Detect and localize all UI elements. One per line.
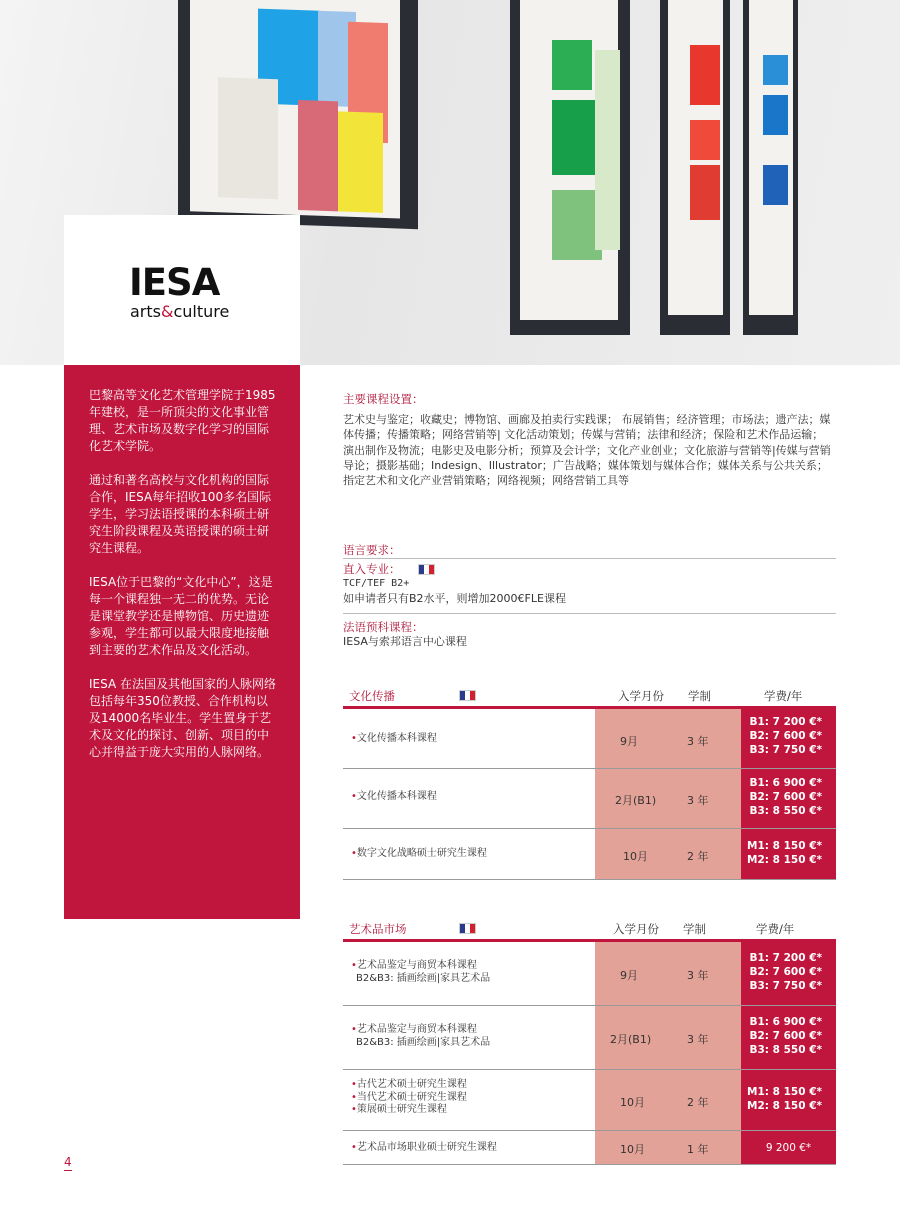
fee-line: B1: 7 200 €* (749, 952, 822, 964)
table-header (343, 686, 836, 708)
fee-cell (741, 1070, 836, 1130)
courses-title: 主要课程设置： (343, 392, 424, 406)
fee-cell (741, 942, 836, 1005)
program-name: •古代艺术硕士研究生课程 •当代艺术硕士研究生课程 •策展硕士研究生课程 (351, 1079, 467, 1115)
fee-line: B1: 6 900 €* (749, 777, 822, 789)
artwork-frame (510, 0, 630, 335)
program-text: 古代艺术硕士研究生课程 (356, 1079, 467, 1090)
month-cell (595, 829, 741, 879)
start-month: 9月 (620, 735, 638, 748)
table-row (343, 1131, 836, 1165)
month-cell (595, 1131, 741, 1164)
table-row (343, 1006, 836, 1070)
fee-cell (741, 829, 836, 879)
fee-line: 9 200 €* (765, 1142, 812, 1154)
fee-line: B3: 8 550 €* (749, 1044, 822, 1056)
duration: 3 年 (687, 1033, 709, 1046)
fee-line: M2: 8 150 €* (747, 854, 822, 866)
direct-entry-note: 如申请者只有B2水平，则增加2000€FLE课程 (343, 592, 566, 605)
start-month: 2月(B1) (615, 794, 657, 807)
table-row (343, 1070, 836, 1131)
program-name: •文化传播本科课程 (351, 733, 437, 744)
duration: 2 年 (687, 1096, 709, 1109)
fee-line: B1: 6 900 €* (749, 1016, 822, 1028)
table-title: 艺术品市场 (349, 922, 407, 936)
direct-entry-label (343, 561, 435, 577)
france-flag-icon (459, 690, 476, 701)
program-subtitle: B2&B3: 插画绘画|家具艺术品 (356, 1036, 491, 1048)
prep-course-label: 法语预科课程： (343, 620, 424, 634)
table-header (343, 919, 836, 941)
duration: 3 年 (687, 735, 709, 748)
page-number: 4 (64, 1155, 72, 1169)
intro-paragraph: 巴黎高等文化艺术管理学院于1985年建校，是一所顶尖的文化事业管理、艺术市场及数字化学习的国际化艺术学院。 (89, 388, 276, 453)
prep-course-text: IESA与索邦语言中心课程 (343, 635, 467, 648)
intro-paragraph: IESA 在法国及其他国家的人脉网络包括每年350位教授、合作机构以及14000名毕业生。学生置身于艺术及文化的探讨、创新、项目的中心并得益于庞大实用的人脉网络。 (89, 677, 276, 759)
intro-paragraph: 通过和著名高校与文化机构的国际合作，IESA每年招收100多名国际学生，学习法语授课的本科硕士研究生阶段课程及英语授课的硕士研究生课程。 (89, 473, 272, 555)
start-month: 10月 (623, 850, 648, 863)
fee-line: B1: 7 200 €* (749, 716, 822, 728)
fee-line: B3: 8 550 €* (749, 805, 822, 817)
fee-line: M1: 8 150 €* (747, 840, 822, 852)
intro-paragraph: IESA位于巴黎的“文化中心”，这是每一个课程独一无二的优势。无论是课堂教学还是博物馆、历史遗迹参观，学生都可以最大限度地接触到主要的艺术作品及文化活动。 (89, 575, 273, 657)
program-name: •艺术品鉴定与商贸本科课程 B2&B3: 插画绘画|家具艺术品 (351, 1024, 491, 1048)
duration: 3 年 (687, 969, 709, 982)
program-text: 数字文化战略硕士研究生课程 (356, 848, 487, 859)
fee-line: M1: 8 150 €* (747, 1086, 822, 1098)
duration: 3 年 (687, 794, 709, 807)
logo (64, 215, 300, 365)
courses-text: 艺术史与鉴定；收藏史；博物馆、画廊及拍卖行实践课； 布展销售；经济管理；市场法；遗产法；媒体传播；传播策略；网络营销等| 文化活动策划；传媒与营销；法律和经济；保险和艺术作品运输；演出制作及物流；电影史及电影分析；预算及会计学；文化产业创业；文化旅游与营销等|传媒与营销导论；摄影基础；Indesign、Illustrator；广告战略；媒体策划与媒体合作；媒体关系与公共关系；指定艺术和文化产业营销策略；网络视频；网络营销工具等 (343, 413, 831, 488)
col-duration: 学制 (683, 922, 706, 936)
program-text: 艺术品鉴定与商贸本科课程 (356, 960, 477, 971)
france-flag-icon (418, 564, 435, 575)
fee-line: B3: 7 750 €* (749, 744, 822, 756)
fee-cell (741, 769, 836, 828)
fee-line: B2: 7 600 €* (749, 730, 822, 742)
direct-entry-label-text: 直入专业： (343, 562, 401, 576)
table-row (343, 709, 836, 769)
fee-line: B2: 7 600 €* (749, 966, 822, 978)
logo-tagline-culture: culture (173, 302, 230, 321)
fee-cell (741, 1006, 836, 1069)
program-name: •艺术品鉴定与商贸本科课程 B2&B3: 插画绘画|家具艺术品 (351, 960, 491, 984)
program-text: 策展硕士研究生课程 (356, 1104, 447, 1115)
fee-line: M2: 8 150 €* (747, 1100, 822, 1112)
table-row (343, 769, 836, 829)
program-text: 艺术品市场职业硕士研究生课程 (356, 1142, 497, 1153)
intro-panel (64, 365, 300, 919)
direct-entry-requirement: TCF/TEF B2+ (343, 578, 410, 589)
artwork-frame (178, 0, 418, 229)
col-month: 入学月份 (613, 922, 659, 936)
month-cell (595, 1070, 741, 1130)
col-fee: 学费/年 (756, 922, 795, 936)
fee-cell (741, 1131, 836, 1164)
table-title: 文化传播 (349, 689, 395, 703)
divider (343, 613, 836, 614)
duration: 1 年 (687, 1143, 709, 1156)
table-row (343, 829, 836, 880)
fee-line: B2: 7 600 €* (749, 1030, 822, 1042)
program-text: 文化传播本科课程 (356, 733, 437, 744)
month-cell (595, 769, 741, 828)
program-text: 艺术品鉴定与商贸本科课程 (356, 1024, 477, 1035)
start-month: 9月 (620, 969, 638, 982)
program-name: •文化传播本科课程 (351, 791, 437, 802)
fee-cell (741, 709, 836, 768)
logo-tagline-arts: arts (130, 302, 161, 321)
program-name: •数字文化战略硕士研究生课程 (351, 848, 487, 859)
artwork-frame (743, 0, 798, 335)
program-text: 文化传播本科课程 (356, 791, 437, 802)
col-fee: 学费/年 (764, 689, 803, 703)
col-month: 入学月份 (618, 689, 664, 703)
month-cell (595, 1006, 741, 1069)
language-title: 语言要求： (343, 543, 401, 557)
program-name: •艺术品市场职业硕士研究生课程 (351, 1142, 497, 1153)
logo-wordmark: IESA (129, 261, 220, 304)
start-month: 10月 (620, 1096, 645, 1109)
logo-tagline (130, 302, 229, 321)
duration: 2 年 (687, 850, 709, 863)
divider (343, 558, 836, 559)
program-text: 当代艺术硕士研究生课程 (356, 1091, 467, 1103)
col-duration: 学制 (688, 689, 711, 703)
month-cell (595, 942, 741, 1005)
start-month: 10月 (620, 1143, 645, 1156)
start-month: 2月(B1) (610, 1033, 652, 1046)
program-subtitle: B2&B3: 插画绘画|家具艺术品 (356, 972, 491, 984)
artwork-frame (660, 0, 730, 335)
logo-tagline-amp: & (161, 302, 174, 321)
month-cell (595, 709, 741, 768)
table-row (343, 942, 836, 1006)
france-flag-icon (459, 923, 476, 934)
fee-line: B2: 7 600 €* (749, 791, 822, 803)
fee-line: B3: 7 750 €* (749, 980, 822, 992)
